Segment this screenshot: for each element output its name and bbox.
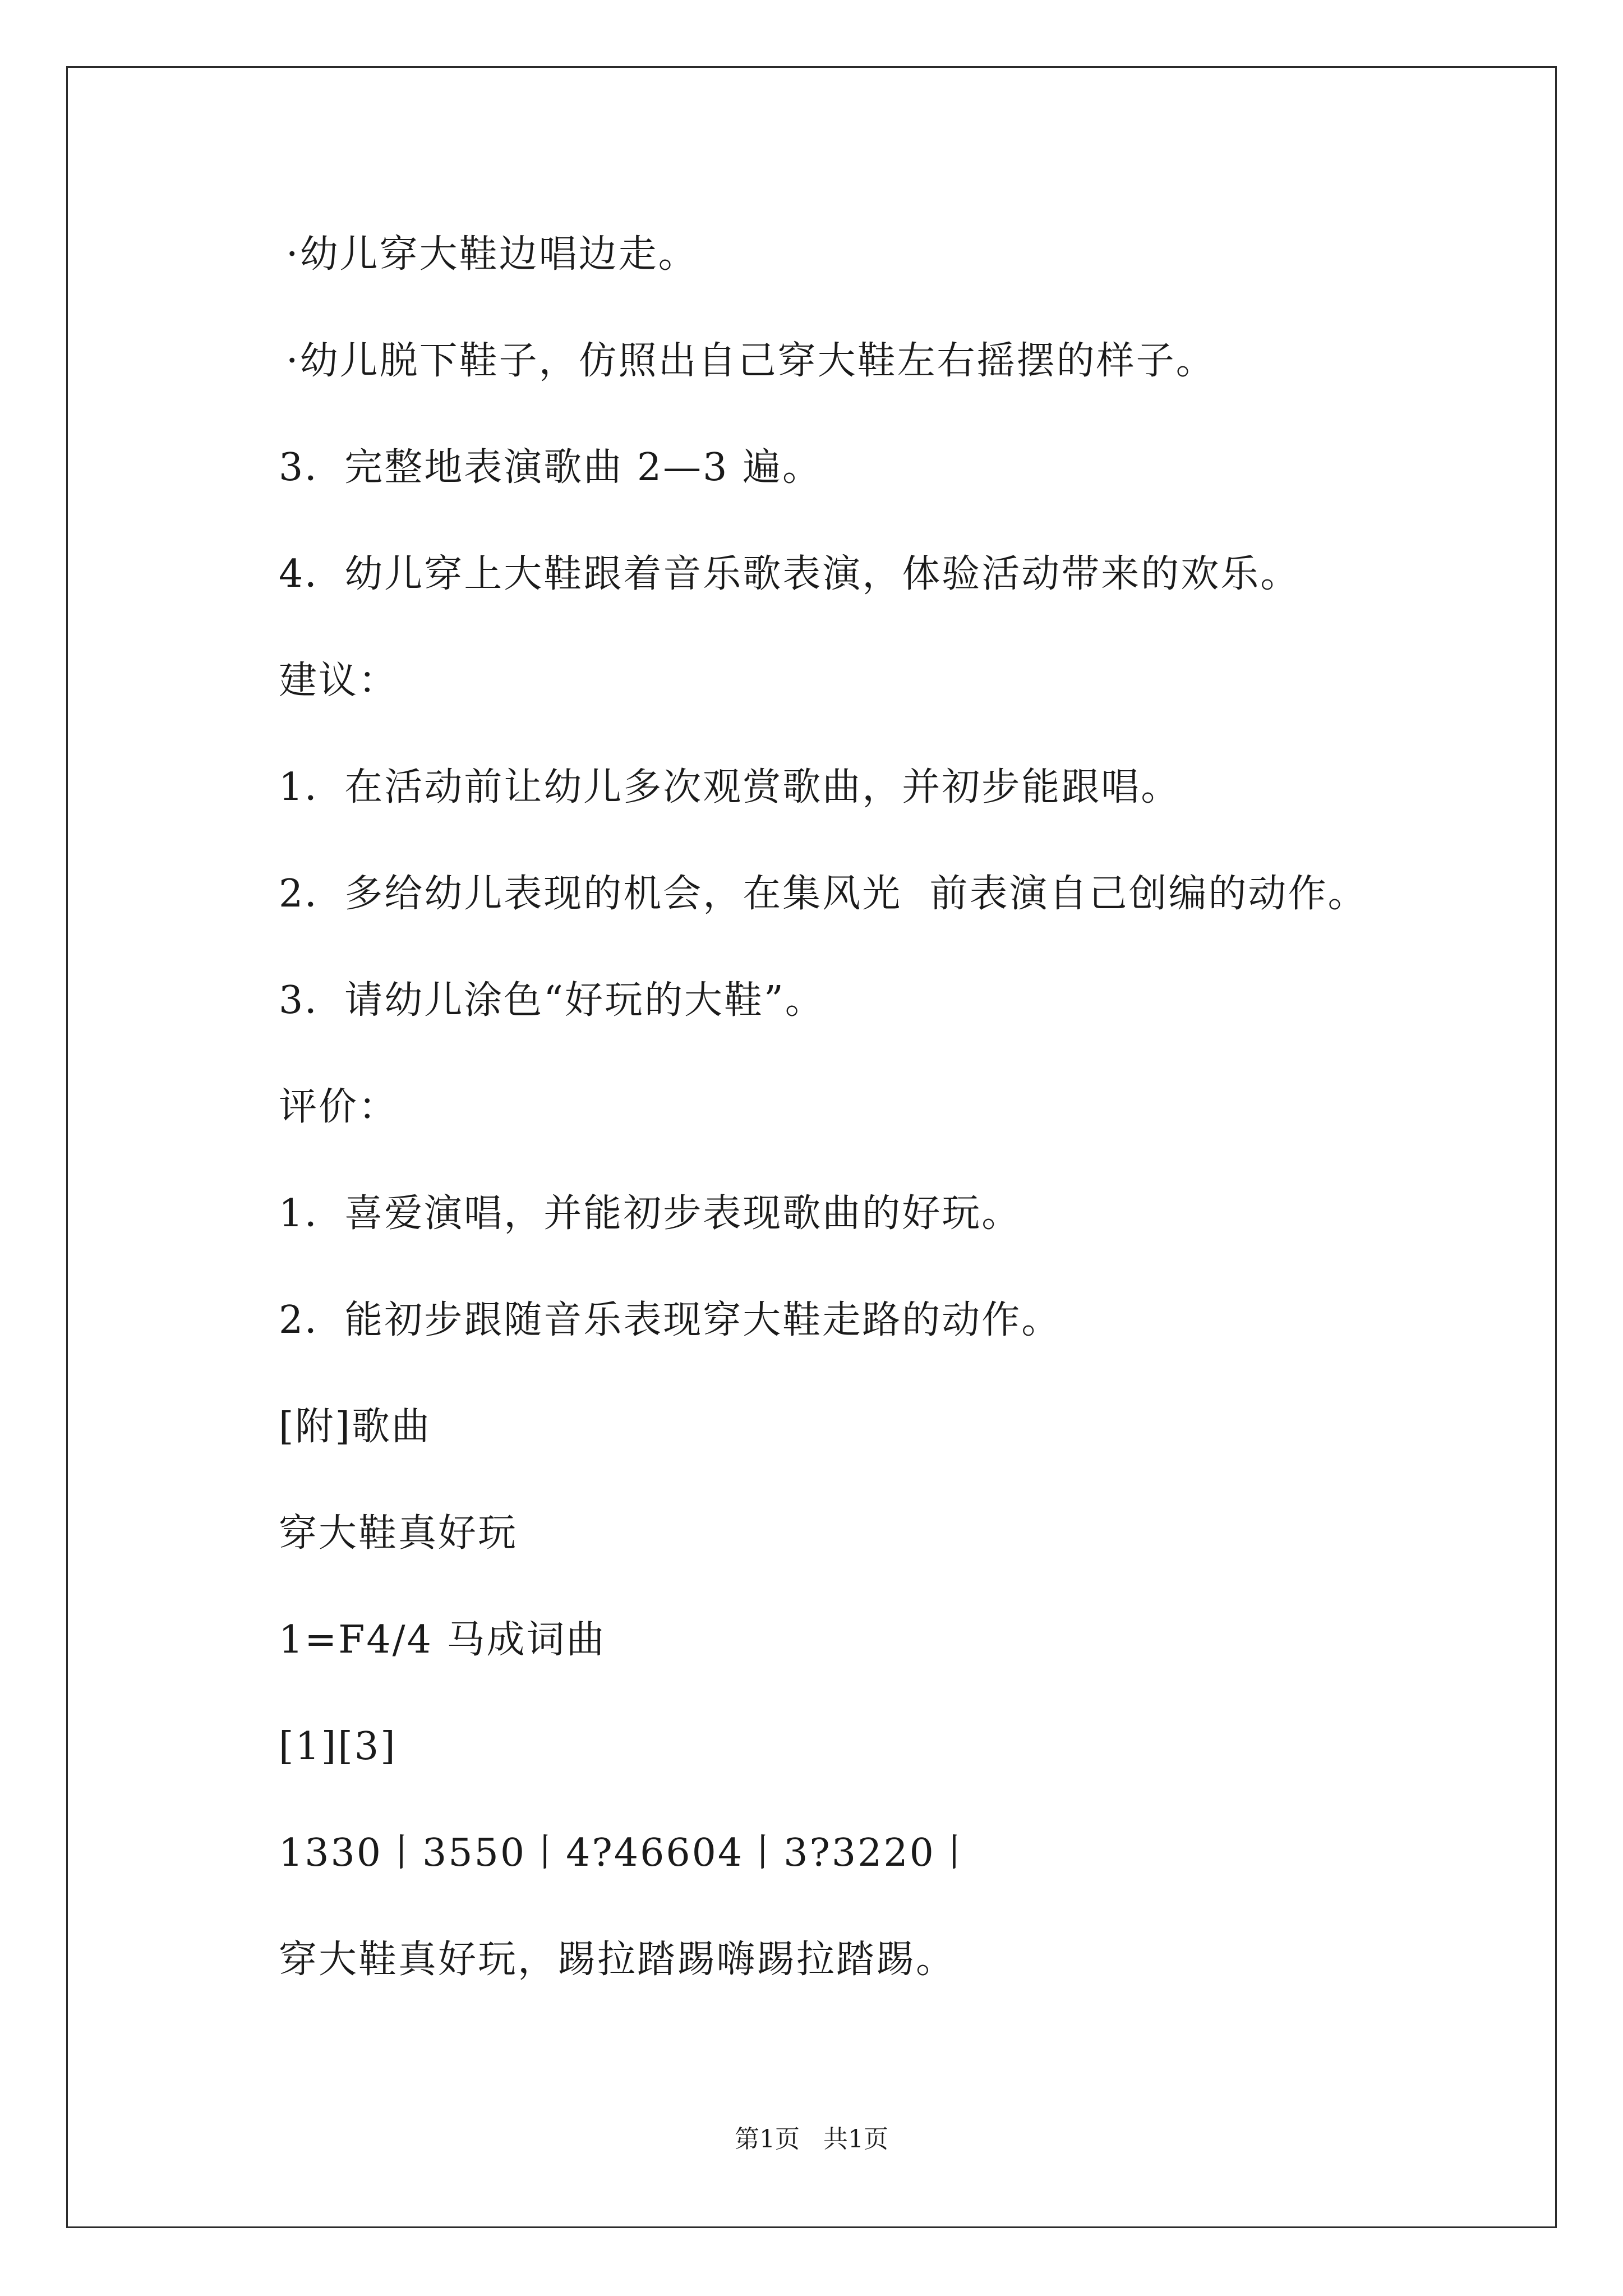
bullet-line-1: ·幼儿穿大鞋边唱边走。	[286, 232, 698, 277]
bullet-line-2: ·幼儿脱下鞋子，仿照出自己穿大鞋左右摇摆的样子。	[286, 339, 1216, 383]
page-footer: 第1页 共1页	[735, 2125, 888, 2154]
suggestion-item-3: 3．请幼儿涂色“好玩的大鞋”。	[279, 978, 825, 1023]
song-notation: 1330丨3550丨4?46604丨3?3220丨	[279, 1831, 975, 1875]
suggestion-item-1: 1．在活动前让幼儿多次观赏歌曲，并初步能跟唱。	[279, 765, 1181, 809]
step-4-line: 4．幼儿穿上大鞋跟着音乐歌表演，体验活动带来的欢乐。	[279, 552, 1301, 596]
evaluation-item-1: 1．喜爱演唱，并能初步表现歌曲的好玩。	[279, 1191, 1022, 1236]
suggestion-item-2: 2．多给幼儿表现的机会，在集风光 前表演自己创编的动作。	[279, 872, 1368, 916]
step-3-line: 3．完整地表演歌曲 2—3 遍。	[279, 445, 823, 490]
appendix-heading: [附]歌曲	[279, 1405, 432, 1449]
suggestion-heading: 建议：	[279, 659, 399, 703]
evaluation-item-2: 2．能初步跟随音乐表现穿大鞋走路的动作。	[279, 1298, 1062, 1342]
evaluation-heading: 评价：	[279, 1085, 399, 1129]
song-title: 穿大鞋真好玩	[279, 1511, 518, 1556]
song-lyrics: 穿大鞋真好玩，踢拉踏踢嗨踢拉踏踢。	[279, 1938, 956, 1982]
song-section-markers: [1][3]	[279, 1724, 397, 1769]
page-border	[66, 66, 1557, 2228]
song-key-credits: 1=F4/4 马成词曲	[279, 1618, 606, 1662]
